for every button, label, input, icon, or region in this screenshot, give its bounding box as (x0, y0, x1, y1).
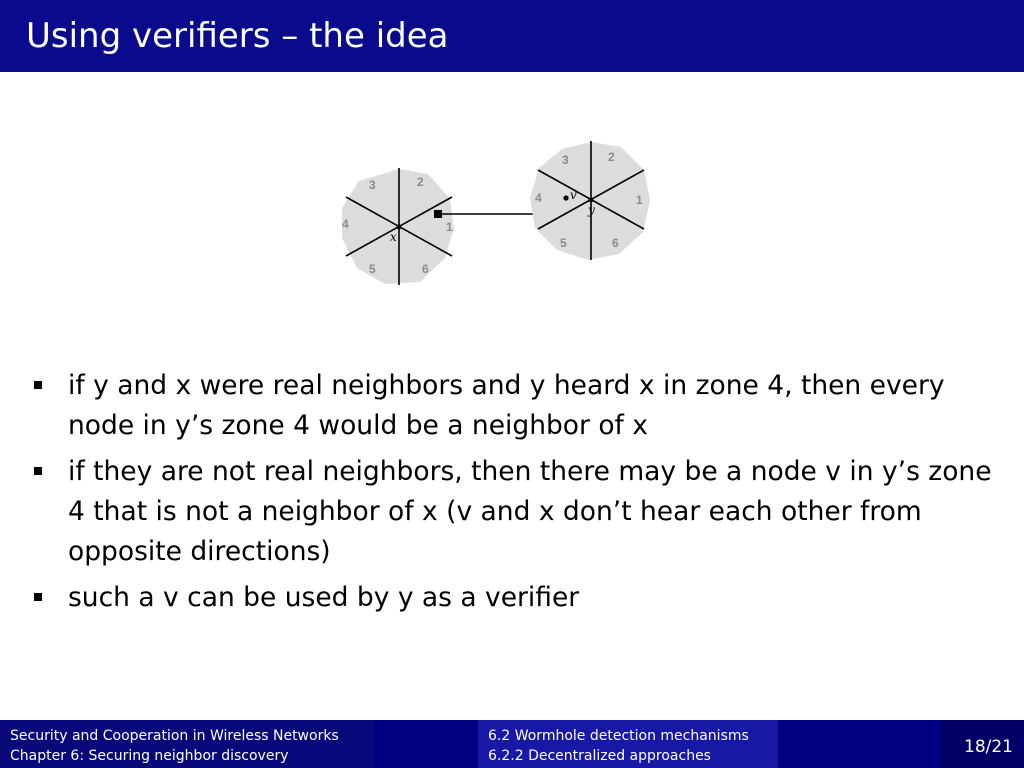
node-x-zone-2: 2 (417, 175, 424, 189)
node-y-zone-3: 3 (562, 153, 569, 167)
node-y-antenna (530, 141, 650, 260)
node-x-zone-4: 4 (342, 217, 349, 231)
bullet-text: such a v can be used by y as a verifier (68, 582, 580, 613)
page-number: 18/21 (964, 737, 1013, 757)
node-y-zone-6: 6 (612, 236, 619, 250)
verifier-node-v (563, 195, 568, 200)
wormhole-endpoint-left (434, 210, 442, 218)
node-x-label: x (390, 230, 397, 244)
node-x-center (397, 225, 402, 230)
node-y-center (589, 198, 594, 203)
bullet-text: if they are not real neighbors, then there may be a node v in y’s zone 4 that is not a neighbor of x (v and x don’t hear each other from opposite directions) (68, 456, 992, 567)
bullet-item (32, 366, 1002, 446)
square-bullet-icon (34, 381, 42, 389)
bullet-item (32, 578, 1002, 618)
wormhole-diagram (0, 0, 1024, 360)
node-x-zone-5: 5 (369, 262, 376, 276)
node-x-zone-6: 6 (422, 262, 429, 276)
node-y-zone-1: 1 (636, 193, 643, 207)
footer-course-title: Security and Cooperation in Wireless Networks (10, 728, 339, 744)
node-x-zone-1: 1 (446, 220, 453, 234)
square-bullet-icon (34, 593, 42, 601)
node-y-zone-4: 4 (535, 191, 542, 205)
node-y-zone-5: 5 (560, 236, 567, 250)
node-y-label: y (588, 203, 595, 217)
bullet-list (32, 366, 1002, 624)
verifier-label: v (570, 188, 577, 202)
node-y-zone-2: 2 (608, 150, 615, 164)
footer-chapter: Chapter 6: Securing neighbor discovery (10, 748, 289, 764)
node-x-antenna (342, 168, 454, 285)
footer-subsection: 6.2.2 Decentralized approaches (488, 748, 711, 764)
square-bullet-icon (34, 467, 42, 475)
node-x-zone-3: 3 (369, 178, 376, 192)
bullet-text: if y and x were real neighbors and y heard x in zone 4, then every node in y’s zone 4 would be a neighbor of x (68, 370, 945, 441)
bullet-item (32, 452, 1002, 572)
footer-section: 6.2 Wormhole detection mechanisms (488, 728, 749, 744)
slide-title: Using verifiers – the idea (26, 16, 449, 56)
